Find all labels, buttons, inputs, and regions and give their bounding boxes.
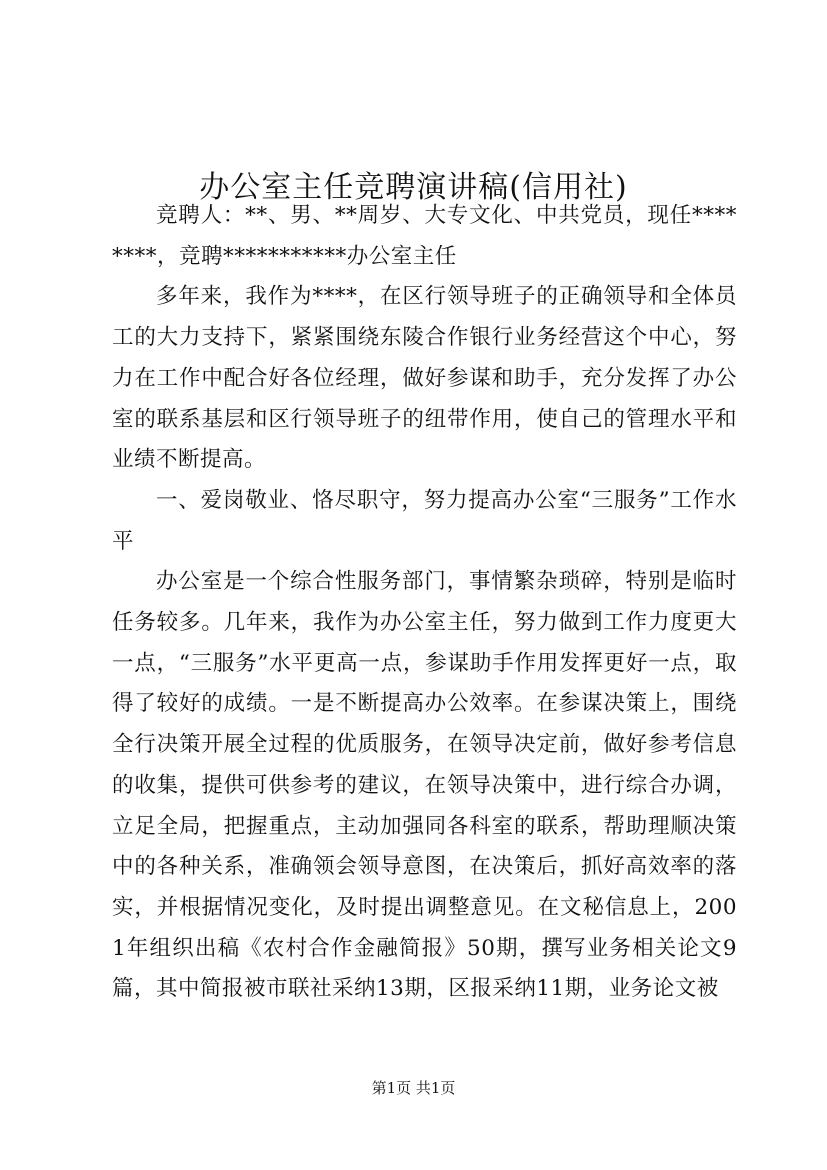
page-number-footer: 第1页 共1页	[371, 1079, 456, 1097]
paragraph-introduction: 多年来，我作为****，在区行领导班子的正确领导和全体员工的大力支持下，紧紧围绕东陵合作银行业务经营这个中心，努力在工作中配合好各位经理，做好参谋和助手，充分发挥了办公室的联系基层和区行领导班子的纽带作用，使自己的管理水平和业绩不断提高。	[112, 284, 737, 473]
paragraph-applicant-info: 竞聘人：**、男、**周岁、大专文化、中共党员，现任********，竞聘***********办公室主任	[112, 203, 737, 269]
paragraph-office-service: 办公室是一个综合性服务部门，事情繁杂琐碎，特别是临时任务较多。几年来，我作为办公室主任，努力做到工作力度更大一点，“三服务”水平更高一点，参谋助手作用发挥更好一点，取得了较好的成绩。一是不断提高办公效率。在参谋决策上，围绕全行决策开展全过程的优质服务，在领导决定前，做好参考信息的收集，提供可供参考的建议，在领导决策中，进行综合办调，立足全局，把握重点，主动加强同各科室的联系，帮助理顺决策中的各种关系，准确领会领导意图，在决策后，抓好高效率的落实，并根据情况变化，及时提出调整意见。在文秘信息上，2001年组织出稿《农村合作金融简报》50期，撰写业务相关论文9篇，其中简报被市联社采纳13期，区报采纳11期，业务论文被	[112, 569, 737, 1002]
section-heading-one: 一、爱岗敬业、恪尽职守，努力提高办公室“三服务”工作水平	[112, 487, 737, 554]
document-title: 办公室主任竞聘演讲稿(信用社)	[199, 170, 628, 206]
document-body	[112, 196, 737, 1010]
